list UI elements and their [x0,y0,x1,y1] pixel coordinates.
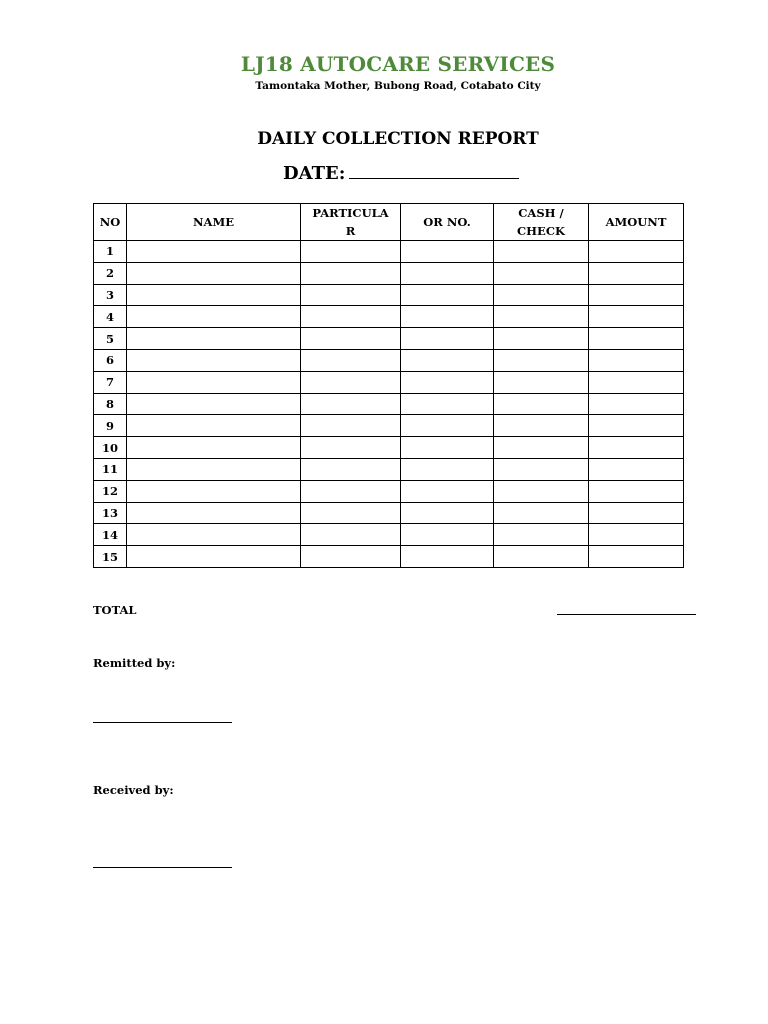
amount-cell [589,306,684,328]
cash-check-cell [494,393,589,415]
remitted-by-label: Remitted by: [93,656,176,670]
table-row [94,437,684,459]
amount-cell [589,262,684,284]
column-header-cash-check-text: CASH / CHECK [517,206,565,238]
table-row [94,306,684,328]
amount-cell [589,437,684,459]
row-number-cell: 9 [94,415,127,437]
collection-table [93,203,684,568]
date-row [283,163,519,184]
amount-cell [589,349,684,371]
row-number-cell: 1 [94,241,127,263]
table-row [94,546,684,568]
row-number-cell: 3 [94,284,127,306]
date-blank-line [349,165,519,179]
or-no-cell [401,458,494,480]
column-header-no: NO [94,204,127,241]
or-no-cell [401,284,494,306]
amount-cell [589,371,684,393]
or-no-cell [401,437,494,459]
amount-cell [589,393,684,415]
particular-cell [301,546,401,568]
or-no-cell [401,262,494,284]
amount-cell [589,524,684,546]
column-header-name: NAME [127,204,301,241]
company-address: Tamontaka Mother, Bubong Road, Cotabato City [255,80,541,92]
row-number-cell: 2 [94,262,127,284]
cash-check-cell [494,458,589,480]
table-row [94,415,684,437]
row-number-cell: 14 [94,524,127,546]
cash-check-cell [494,328,589,350]
name-cell [127,502,301,524]
particular-cell [301,306,401,328]
column-header-or-no: OR NO. [401,204,494,241]
name-cell [127,546,301,568]
name-cell [127,349,301,371]
name-cell [127,458,301,480]
cash-check-cell [494,546,589,568]
row-number-cell: 10 [94,437,127,459]
particular-cell [301,458,401,480]
row-number-cell: 6 [94,349,127,371]
particular-cell [301,284,401,306]
table-body [94,241,684,568]
company-name: LJ18 AUTOCARE SERVICES [240,52,556,76]
row-number-cell: 11 [94,458,127,480]
name-cell [127,328,301,350]
amount-cell [589,415,684,437]
column-header-particular [301,204,401,241]
name-cell [127,480,301,502]
cash-check-cell [494,524,589,546]
table-row [94,328,684,350]
or-no-cell [401,393,494,415]
received-by-label: Received by: [93,783,174,797]
table-header-row [94,204,684,241]
row-number-cell: 15 [94,546,127,568]
table-row [94,502,684,524]
or-no-cell [401,349,494,371]
amount-cell [589,284,684,306]
or-no-cell [401,328,494,350]
row-number-cell: 8 [94,393,127,415]
cash-check-cell [494,480,589,502]
particular-cell [301,502,401,524]
or-no-cell [401,415,494,437]
or-no-cell [401,241,494,263]
amount-cell [589,458,684,480]
cash-check-cell [494,415,589,437]
name-cell [127,524,301,546]
report-title: DAILY COLLECTION REPORT [257,129,539,149]
date-label: DATE: [283,163,346,184]
amount-cell [589,328,684,350]
or-no-cell [401,546,494,568]
cash-check-cell [494,306,589,328]
remitted-by-signature-line [93,722,232,723]
table-row [94,241,684,263]
cash-check-cell [494,502,589,524]
name-cell [127,415,301,437]
table-row [94,371,684,393]
table-row [94,284,684,306]
name-cell [127,262,301,284]
row-number-cell: 4 [94,306,127,328]
name-cell [127,306,301,328]
table-row [94,524,684,546]
table-row [94,458,684,480]
cash-check-cell [494,349,589,371]
particular-cell [301,480,401,502]
column-header-amount: AMOUNT [589,204,684,241]
particular-cell [301,328,401,350]
or-no-cell [401,306,494,328]
table-row [94,349,684,371]
table-row [94,393,684,415]
or-no-cell [401,371,494,393]
particular-cell [301,524,401,546]
particular-cell [301,262,401,284]
row-number-cell: 5 [94,328,127,350]
particular-cell [301,371,401,393]
total-blank-line [557,614,696,615]
name-cell [127,371,301,393]
name-cell [127,437,301,459]
row-number-cell: 7 [94,371,127,393]
name-cell [127,284,301,306]
cash-check-cell [494,241,589,263]
or-no-cell [401,524,494,546]
table-row [94,480,684,502]
or-no-cell [401,480,494,502]
amount-cell [589,502,684,524]
particular-cell [301,241,401,263]
particular-cell [301,393,401,415]
total-label: TOTAL [93,603,137,617]
amount-cell [589,241,684,263]
amount-cell [589,546,684,568]
particular-cell [301,415,401,437]
column-header-particular-text: PARTICULAR [312,206,389,238]
table-row [94,262,684,284]
cash-check-cell [494,284,589,306]
cash-check-cell [494,437,589,459]
received-by-signature-line [93,867,232,868]
or-no-cell [401,502,494,524]
row-number-cell: 12 [94,480,127,502]
cash-check-cell [494,371,589,393]
row-number-cell: 13 [94,502,127,524]
column-header-cash-check [494,204,589,241]
particular-cell [301,349,401,371]
name-cell [127,393,301,415]
particular-cell [301,437,401,459]
name-cell [127,241,301,263]
cash-check-cell [494,262,589,284]
amount-cell [589,480,684,502]
